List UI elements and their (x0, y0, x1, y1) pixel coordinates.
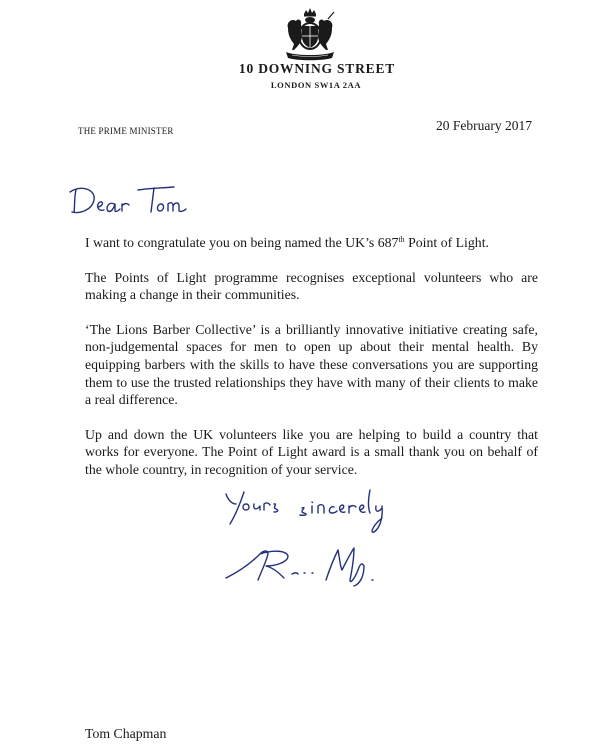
letterhead-address-city: LONDON SW1A 2AA (270, 80, 362, 90)
handwritten-closing (222, 482, 402, 537)
body-paragraph-2: The Points of Light programme recognises exceptional volunteers who are making a change in their communities. (85, 269, 538, 303)
handwritten-signature (222, 540, 402, 590)
body-paragraph-1-end: Point of Light. (404, 235, 489, 250)
letter-body (85, 234, 538, 496)
recipient-name: Tom Chapman (85, 726, 167, 741)
ordinal-suffix: th (398, 235, 405, 244)
body-paragraph-3: ‘The Lions Barber Collective’ is a brilliantly innovative initiative creating safe, non-judgemental spaces for men to open up about their mental health. By equipping barbers with the skills to have these conversations you are supporting them to use the trusted relationships they have with many of their clients to make a real difference. (85, 321, 538, 408)
body-paragraph-1 (85, 234, 538, 252)
letter-date: 20 February 2017 (436, 118, 532, 133)
sender-title: THE PRIME MINISTER (78, 126, 174, 136)
letterhead-address-street: 10 DOWNING STREET (238, 61, 396, 76)
royal-coat-of-arms-icon (278, 6, 342, 64)
body-paragraph-1-text: I want to congratulate you on being named the UK’s 687 (85, 235, 399, 250)
handwritten-salutation (66, 180, 196, 220)
body-paragraph-4: Up and down the UK volunteers like you are helping to build a country that works for everyone. The Point of Light award is a small thank you on behalf of the whole country, in recognition of your service. (85, 426, 538, 477)
